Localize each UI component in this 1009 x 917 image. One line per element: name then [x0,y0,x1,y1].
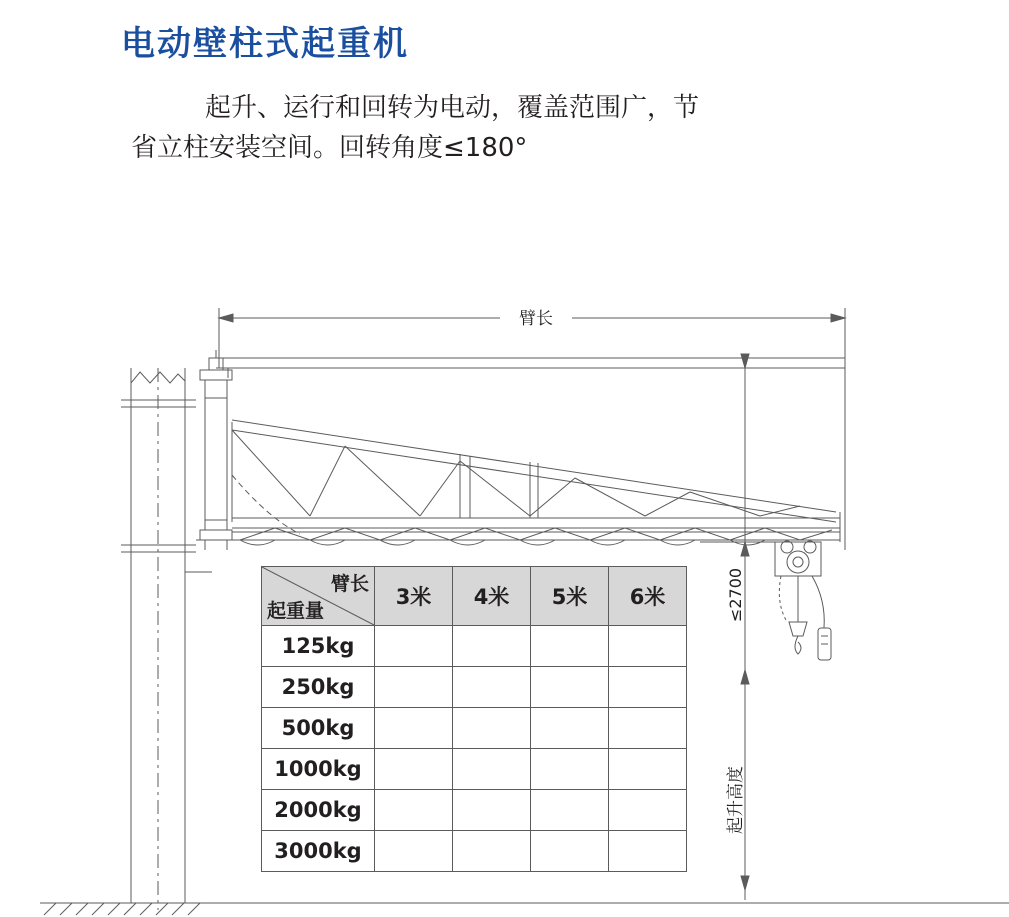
corner-arm-length-label: 臂长 [330,573,369,595]
dim-height-limit [700,354,790,650]
table-row [262,831,687,872]
column-header-6m: 6米 [609,567,687,626]
table-cell [453,667,531,708]
column-header-4m: 4米 [453,567,531,626]
table-cell [375,790,453,831]
wall-column [121,368,212,910]
table-row [262,626,687,667]
table-cell [453,626,531,667]
description-line-2: 省立柱安装空间。回转角度≤180° [131,133,528,164]
page-description [131,88,991,169]
table-row [262,749,687,790]
corner-capacity-label: 起重量 [267,600,325,622]
table-row [262,667,687,708]
table-cell [375,831,453,872]
table-cell [531,749,609,790]
table-cell [453,831,531,872]
table-cell [531,667,609,708]
label-lift-height: 起升高度 [726,766,746,834]
column-header-5m: 5米 [531,567,609,626]
row-header-capacity: 250kg [262,667,375,708]
table-cell [453,749,531,790]
pivot-post [196,350,236,550]
table-head [262,567,687,626]
row-header-capacity: 3000kg [262,831,375,872]
table-cell [609,667,687,708]
table-cell [453,790,531,831]
table-cell [531,831,609,872]
table-cell [375,626,453,667]
table-cell [531,790,609,831]
table-cell [453,708,531,749]
row-header-capacity: 1000kg [262,749,375,790]
label-arm-length: 臂长 [519,309,553,329]
table-header-row [262,567,687,626]
row-header-capacity: 500kg [262,708,375,749]
table-cell [375,749,453,790]
row-header-capacity: 2000kg [262,790,375,831]
page-title: 电动壁柱式起重机 [121,24,409,64]
lower-chord [232,512,840,542]
swing-arc [232,475,300,534]
table-row [262,708,687,749]
label-height-limit: ≤2700 [726,567,745,623]
table-cell [609,831,687,872]
table-cell [609,708,687,749]
truss-posts [460,454,538,518]
ground-line [40,903,1009,915]
table-cell [609,749,687,790]
table-corner-header [262,567,375,626]
table-cell [375,708,453,749]
specification-table [261,566,687,872]
description-line-1: 起升、运行和回转为电动，覆盖范围广，节 [205,93,700,123]
column-header-3m: 3米 [375,567,453,626]
table-cell [609,790,687,831]
row-header-capacity: 125kg [262,626,375,667]
table-cell [375,667,453,708]
hoist-trolley [775,541,831,660]
table-body [262,626,687,872]
table-cell [531,626,609,667]
table-cell [531,708,609,749]
table-cell [609,626,687,667]
table-row [262,790,687,831]
